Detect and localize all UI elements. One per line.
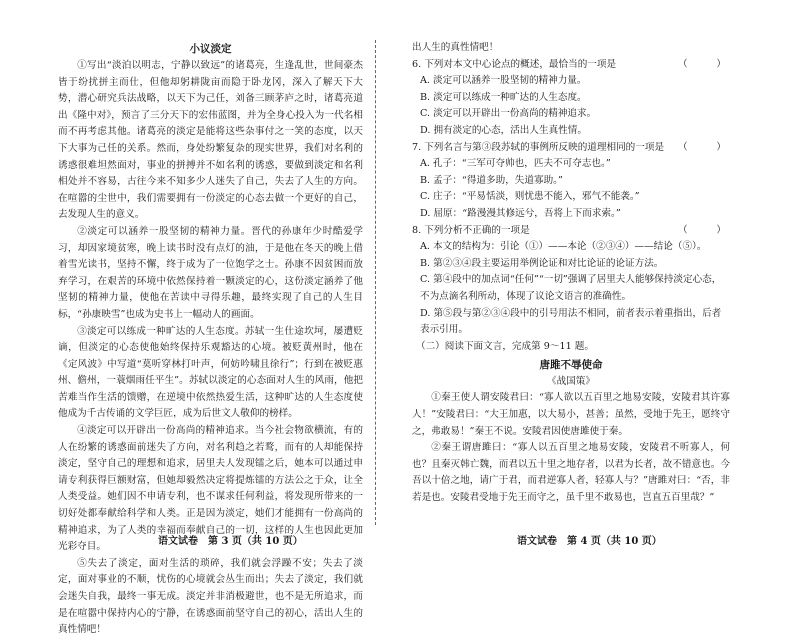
left-content xyxy=(58,40,363,639)
question-7 xyxy=(412,140,730,157)
classical-title: 唐雎不辱使命 xyxy=(539,359,603,372)
q8-option-c: C. 第④段中的加点词“任何”“一切”强调了居里夫人能够保持淡定心态，不为点滴名利所动，体现了议论文语言的准确性。 xyxy=(420,274,722,302)
page-divider xyxy=(375,40,376,525)
q6-option-b: B. 淡定可以练成一种旷达的人生态度。 xyxy=(420,91,587,103)
q6-option-c: C. 淡定可以开辟出一份高尚的精神追求。 xyxy=(420,108,597,120)
left-footer: 语文试卷 第 3 页（共 10 页） xyxy=(158,536,303,547)
essay-paragraph-3: ③淡定可以练成一种旷达的人生态度。苏轼一生仕途坎坷，屡遭贬谪，但淡定的心态使他始终保持乐观豁达的心境。被贬黄州时，他在《定风波》中写道“莫听穿林打叶声，何妨吟啸且徐行”；行到在被贬惠州、儋州，一蓑烟雨任平生”。苏轼以淡定的心态面对人生的风雨，他把苦难当作生活的馈赠，在逆境中依然热爱生活，这种旷达的人生态度使他成为千古传诵的文学巨匠，成为后世文人敬仰的榜样。 xyxy=(58,325,363,420)
essay-paragraph-5: ⑤失去了淡定，面对生活的琐碎，我们就会浮躁不安；失去了淡定，面对事业的不顺，忧伤的心境就会丛生而出；失去了淡定，我们就会迷失自我，最终一事无成。淡定并非消极避世，也不是无所追求，而是在喧嚣中保持内心的宁静，在诱惑面前坚守自己的初心，活出人生的真性情吧！ xyxy=(58,557,363,636)
essay-paragraph-4: ④淡定可以开辟出一份高尚的精神追求。当今社会物欲横流，有的人在纷繁的诱惑面前迷失了方向，对名利趋之若鹜，而有的人却能保持淡定，坚守自己的理想和追求，居里夫人发现镭之后，她本可以通过申请专利获得巨额财富，但她却毅然决定将提炼镭的方法公之于众，让全人类受益。她们因不申请专利，也不谋求任何利益，将发现所带来的一切好处都奉献给科学和人类。正是因为淡定，她们才能拥有一份高尚的精神追求，为了人类的幸福而奉献自己的一切，这样的人生也因此更加光彩夺目。 xyxy=(58,425,363,553)
answer-blank: （ ） xyxy=(678,141,726,153)
question-6-stem: 6. 下列对本文中心论点的概述，最恰当的一项是 xyxy=(412,58,617,70)
q7-option-c: C. 庄子：“平易恬淡，则忧患不能入，邪气不能袭。” xyxy=(420,191,640,203)
q7-option-b: B. 孟子：“得道多助，失道寡助。” xyxy=(420,174,563,186)
right-footer: 语文试卷 第 4 页（共 10 页） xyxy=(517,536,662,547)
classical-paragraph-1: ①秦王使人谓安陵君曰：“寡人欲以五百里之地易安陵，安陵君其许寡人！”安陵君曰：“大王加惠，以大易小，甚善；虽然，受地于先王，愿终守之，弗敢易！”秦王不说。安陵君因使唐雎使于秦。 xyxy=(412,392,730,437)
right-content xyxy=(412,40,730,507)
question-8 xyxy=(412,223,730,240)
left-page xyxy=(0,0,397,636)
essay-paragraph-1: ①写出“淡泊以明志，宁静以致远”的诸葛亮，生逢乱世，世间豪杰皆于纷扰拼主而仕，但他却躬耕陇亩而隐于卧龙冈，深入了解天下大势，潜心研究兵法战略，以天下为己任，刘备三顾茅庐之时，诸葛亮道出《隆中对》，预言了三分天下的宏伟蓝图，并为全身心投入为一代名相而不再考虑其他。诸葛亮的淡定是能将这些杂事付之一笑的态度，以天下大事为己任的关系。然而，身处纷繁复杂的现实世界，我们对名利的诱惑很难坦然面对，事业的拼搏并不如名利的诱惑，要做到淡定和名利相处并不容易，古往今来不知多少人迷失了自己，失去了人生的方向。在喧嚣的尘世中，我们需要拥有一份淡定的心态去做一个更好的自己，去发现人生的意义。 xyxy=(58,60,363,221)
q7-option-d: D. 屈原：“路漫漫其修远兮，吾将上下而求索。” xyxy=(420,207,621,219)
classical-paragraph-2: ②秦王谓唐雎曰：“寡人以五百里之地易安陵，安陵君不听寡人，何也？且秦灭韩亡魏，而君以五十里之地存者，以君为长者，故不错意也。今吾以十倍之地，请广于君，而君逆寡人者，轻寡人与？”唐雎对曰：“否，非若是也。安陵君受地于先王而守之，虽千里不敢易也，岂直五百里哉？” xyxy=(412,442,730,504)
essay-paragraph-2: ②淡定可以涵养一股坚韧的精神力量。晋代的孙康年少时酷爱学习，却因家境贫寒，晚上读书时没有点灯的油，于是他在冬天的晚上借着雪光读书，坚持不懈，终于成为了一位饱学之士。孙康不因贫困而放弃学习，在艰苦的环境中依然保持着一颗淡定的心，这份淡定涵养了他坚韧的精神力量，使他在苦读中寻得乐趣，最终实现了自己的人生目标，“孙康映雪”也成为史书上一幅动人的画面。 xyxy=(58,225,363,320)
q8-option-b: B. 第②③④段主要运用举例论证和对比论证的论证方法。 xyxy=(420,257,664,269)
classical-source: 《战国策》 xyxy=(547,375,595,387)
answer-blank: （ ） xyxy=(678,58,726,70)
question-8-stem: 8. 下列分析不正确的一项是 xyxy=(412,224,530,236)
answer-blank: （ ） xyxy=(678,224,726,236)
q8-option-a: A. 本文的结构为：引论（①）——本论（②③④）——结论（⑤）。 xyxy=(420,241,707,253)
q6-option-d: D. 拥有淡定的心态，活出人生真性情。 xyxy=(420,124,587,136)
right-page xyxy=(397,0,794,560)
section-heading: （二）阅读下面文言，完成第 9～11 题。 xyxy=(416,340,594,352)
q7-option-a: A. 孔子：“三军可夺帅也，匹夫不可夺志也。” xyxy=(420,158,611,170)
question-6 xyxy=(412,57,730,74)
essay-title: 小议淡定 xyxy=(189,43,232,55)
q8-option-d: D. 第⑤段与第②③④段中的引号用法不相同，前者表示着重指出，后者表示引用。 xyxy=(420,307,722,336)
q6-option-a: A. 淡定可以涵养一股坚韧的精神力量。 xyxy=(420,75,587,87)
question-7-stem: 7. 下列名言与第③段苏轼的事例所反映的道理相同的一项是 xyxy=(412,141,665,153)
essay-continuation: 出人生的真性情吧！ xyxy=(412,42,499,53)
